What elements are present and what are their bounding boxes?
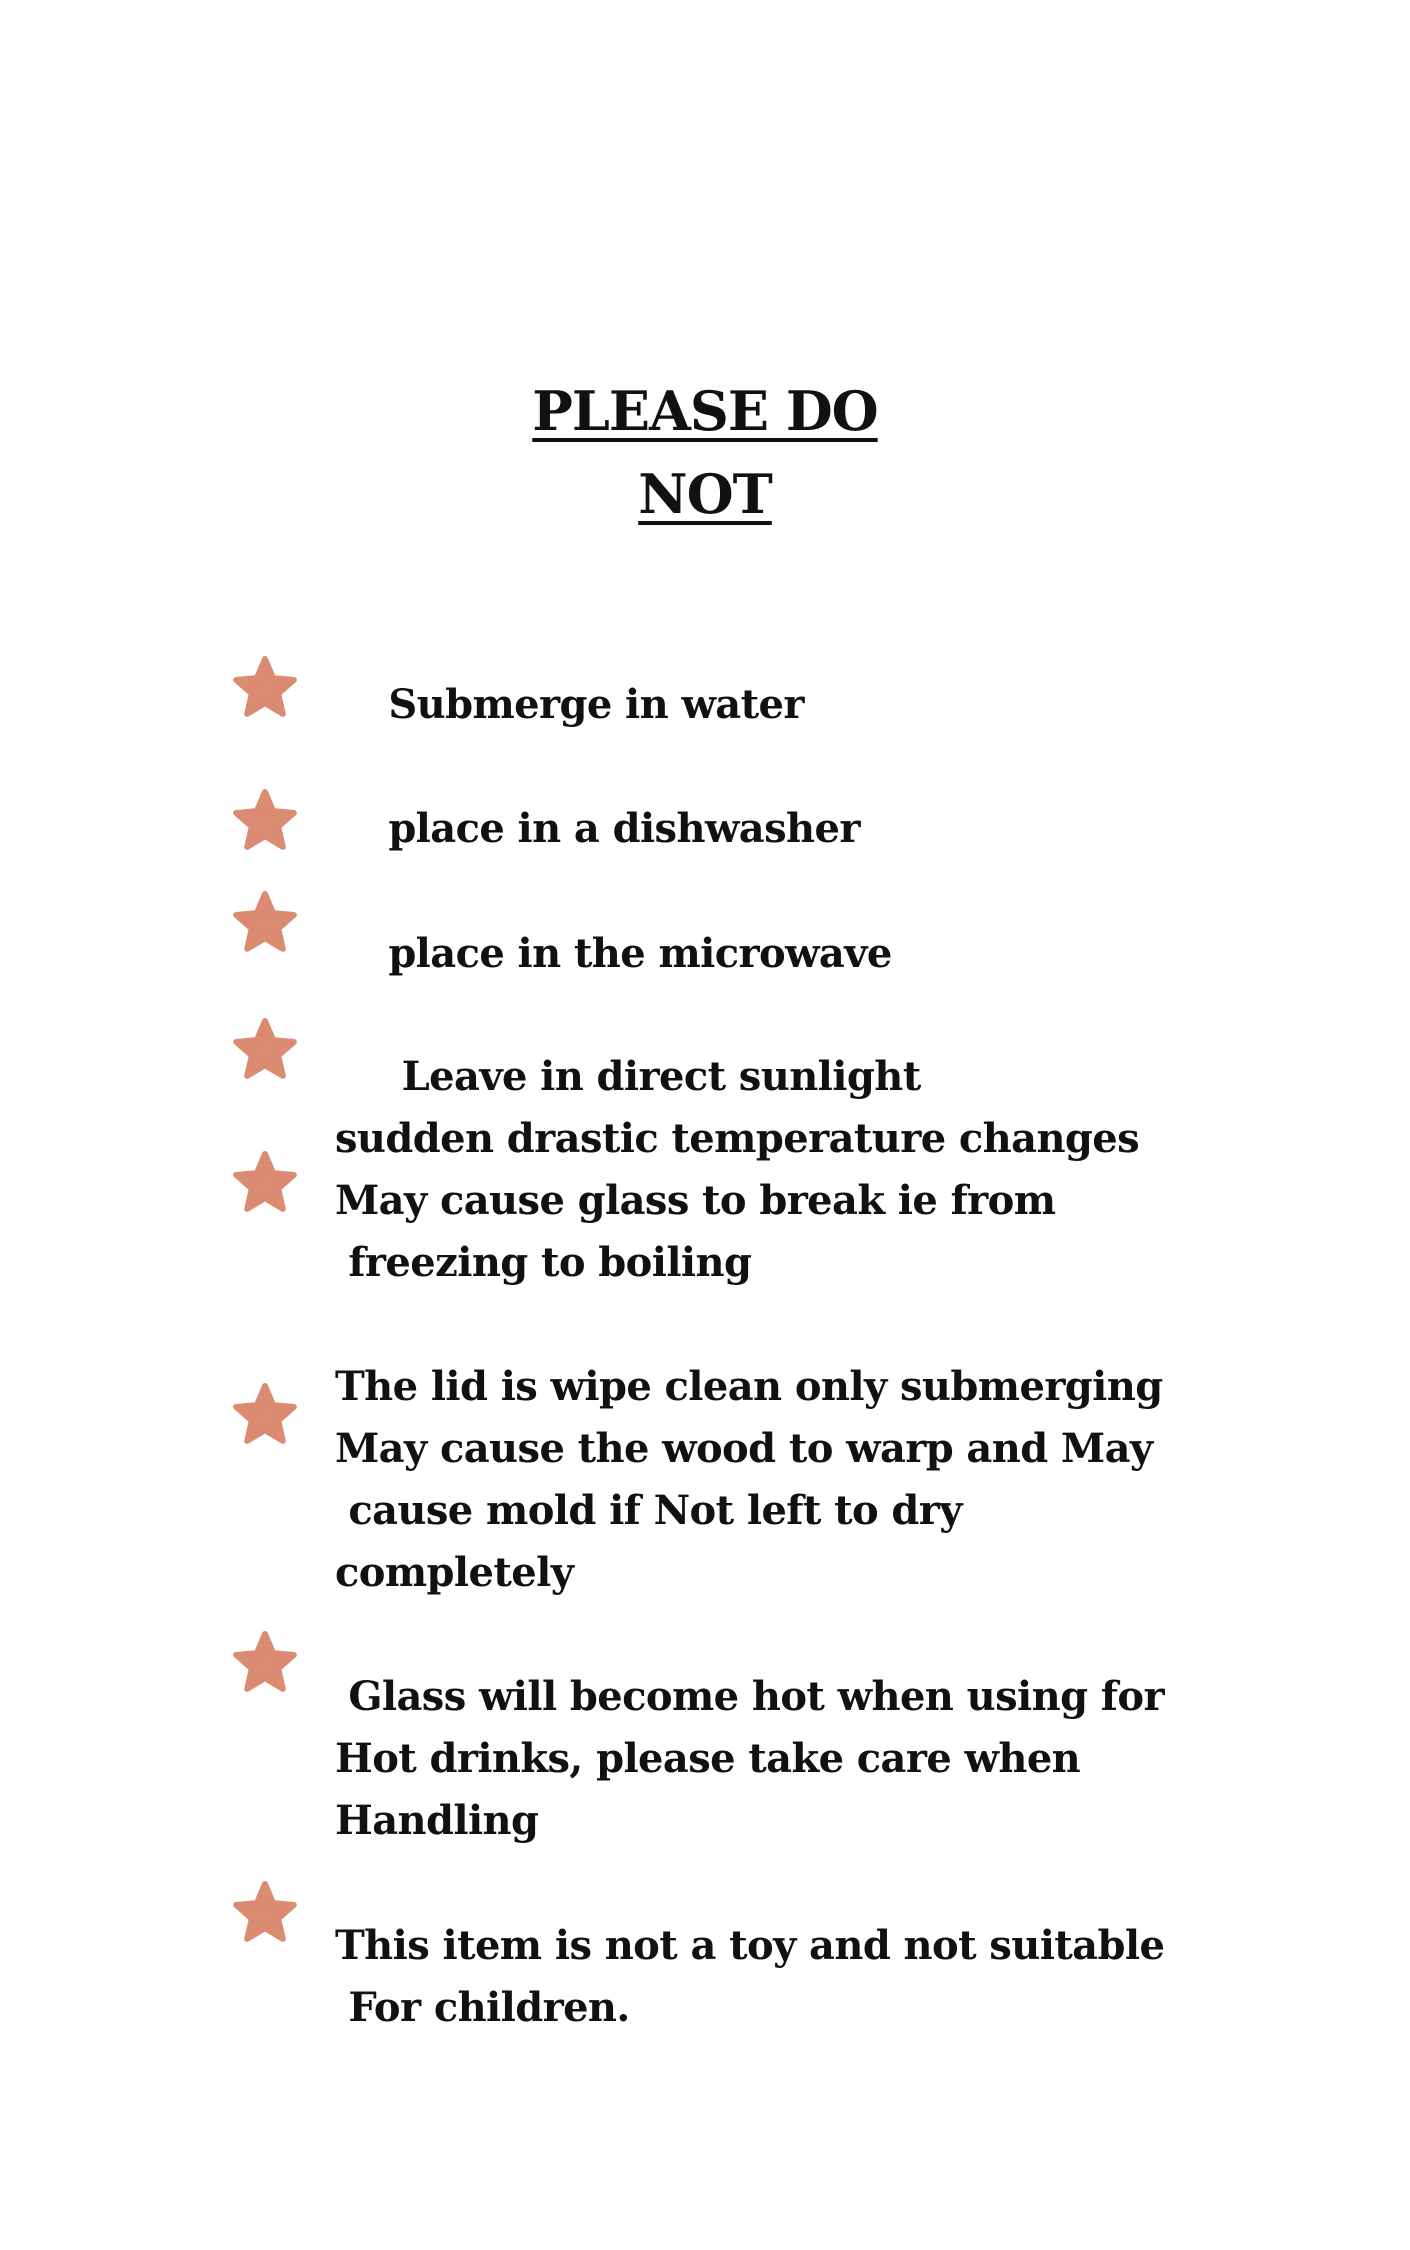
item-line: sudden drastic temperature changes xyxy=(335,1115,1140,1162)
item-line: May cause glass to break ie from xyxy=(335,1177,1056,1224)
item-line: May cause the wood to warp and May xyxy=(335,1425,1153,1472)
star-icon xyxy=(232,1017,298,1083)
star-icon xyxy=(232,655,298,721)
item-line: For children. xyxy=(335,1984,630,2031)
item-line: Glass will become hot when using for xyxy=(335,1673,1164,1720)
item-line: Handling xyxy=(335,1797,539,1844)
star-icon xyxy=(232,1382,298,1448)
star-icon xyxy=(232,788,298,854)
page-title-line-2: NOT xyxy=(638,462,772,526)
item-line: cause mold if Not left to dry xyxy=(335,1487,962,1534)
item-line: completely xyxy=(335,1549,574,1596)
item-line: place in a dishwasher xyxy=(388,805,860,852)
page-title-line-1: PLEASE DO xyxy=(532,379,878,443)
star-icon xyxy=(232,1630,298,1696)
star-icon xyxy=(232,1880,298,1946)
list-item-text xyxy=(335,1915,1164,2039)
item-line: This item is not a toy and not suitable xyxy=(335,1922,1165,1969)
list-item-text xyxy=(335,1356,1163,1604)
item-line: place in the microwave xyxy=(388,930,892,977)
item-line: The lid is wipe clean only submerging xyxy=(335,1363,1163,1410)
item-line: Leave in direct sunlight xyxy=(388,1053,921,1100)
list-item-text xyxy=(335,1666,1164,1852)
star-icon xyxy=(232,1150,298,1216)
item-line: Hot drinks, please take care when xyxy=(335,1735,1081,1782)
list-item-text xyxy=(335,1108,1139,1294)
item-line: freezing to boiling xyxy=(335,1239,752,1286)
star-icon xyxy=(232,890,298,956)
item-line: Submerge in water xyxy=(388,681,804,728)
